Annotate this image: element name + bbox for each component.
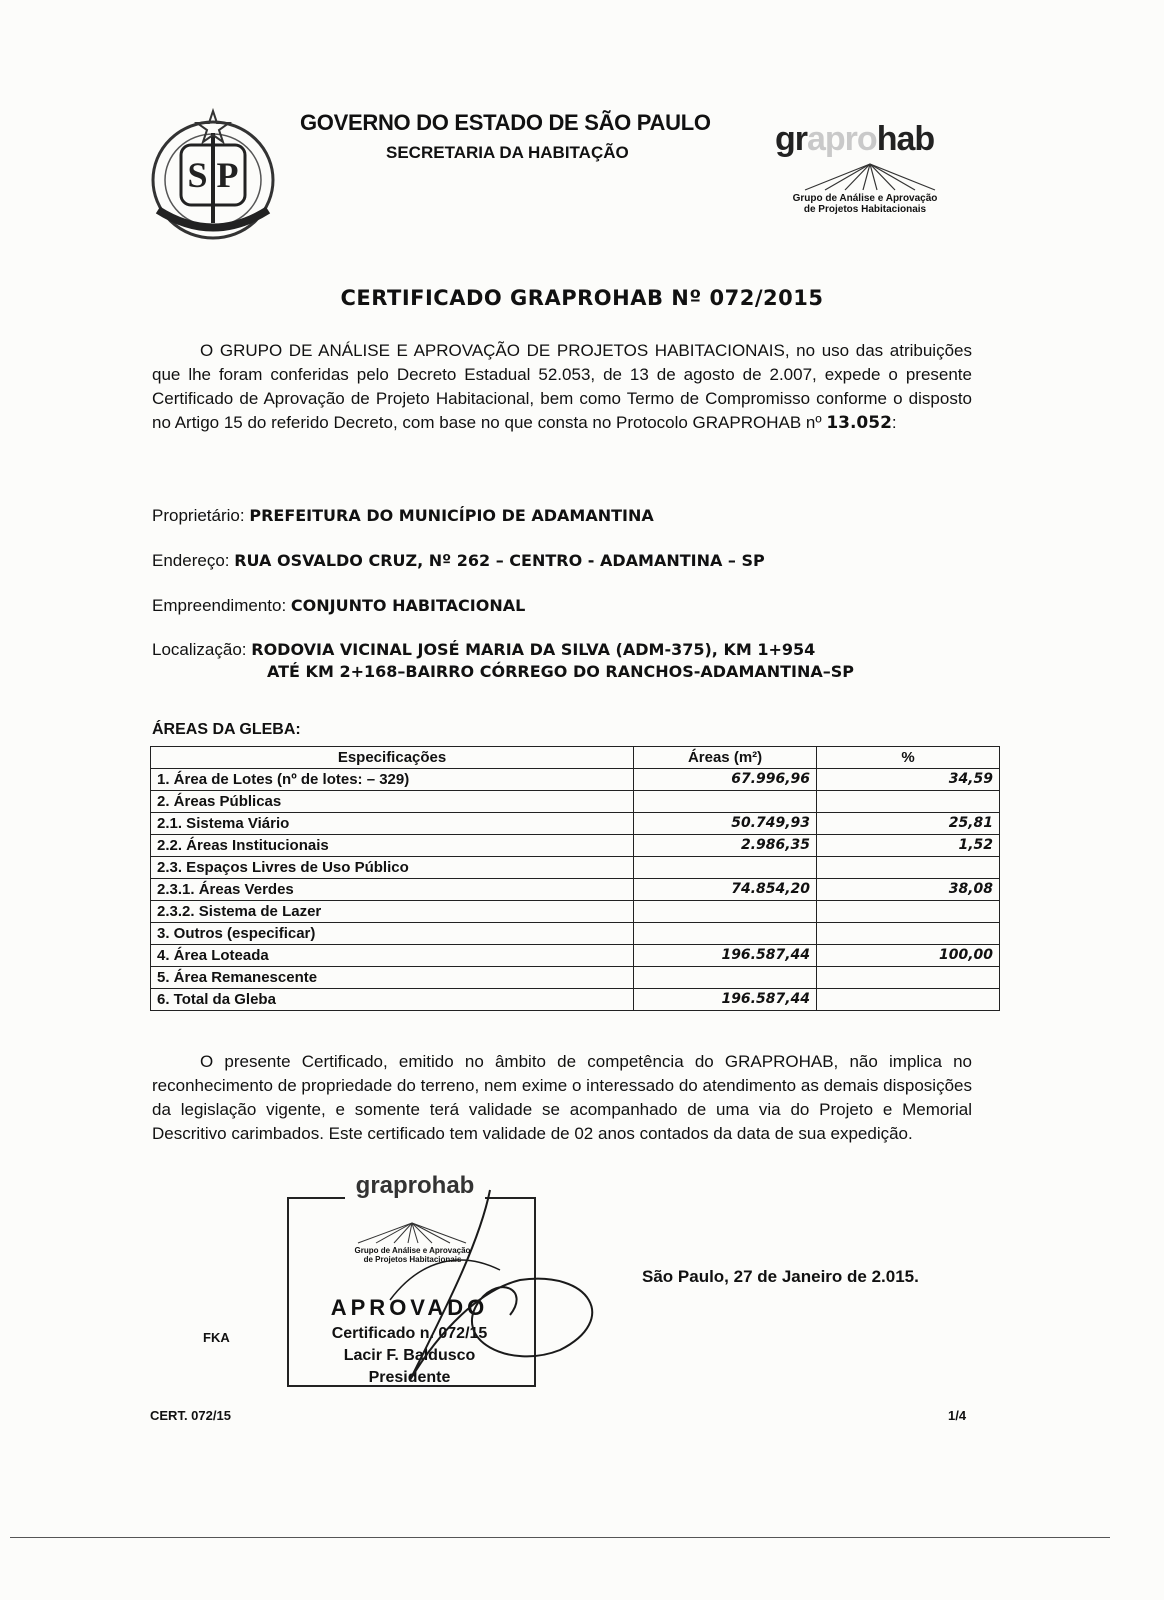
logo-subtitle: Grupo de Análise e Aprovação de Projetos Habitacionais [792,193,938,215]
logo-wordmark: graprohab [775,120,935,158]
stamp-subtitle: Grupo de Análise e Aprovação de Projetos Habitacionais [354,1246,471,1264]
stamp-certificate-number: Certificado n. 072/15 [331,1325,488,1342]
government-title: GOVERNO DO ESTADO DE SÃO PAULO [300,110,711,135]
project-field: Empreendimento: CONJUNTO HABITACIONAL [152,596,526,615]
seal-letters: S P [187,155,239,195]
closing-paragraph: O presente Certificado, emitido no âmbito de competência do GRAPROHAB, não implica no reconhecimento de propriedade do terreno, nem exime o interessado do atendimento as demais disposições da legislação vigente, e somente terá validade se acompanhado de uma via do Projeto e Memorial Descritivo carimbados. Este certificado tem validade de 02 anos contados da data de sua expedição. [152,1052,972,1143]
table-row: 2.2. Áreas Institucionais 2.986,35 1,52 [151,835,1000,857]
header-areas: Áreas (m²) [634,747,817,769]
protocol-number: 13.052 [826,413,892,433]
bottom-rule [10,1537,1110,1538]
state-seal-icon [143,105,283,245]
table-row: 2.1. Sistema Viário 50.749,93 25,81 [151,813,1000,835]
address-field: Endereço: RUA OSVALDO CRUZ, Nº 262 – CENTRO - ADAMANTINA – SP [152,551,765,570]
table-row: 3. Outros (especificar) [151,923,1000,945]
areas-title: ÁREAS DA GLEBA: [152,721,301,738]
header-percent: % [817,747,1000,769]
handwritten-signature [330,1180,610,1410]
certificate-title: CERTIFICADO GRAPROHAB Nº 072/2015 [340,286,824,310]
stamp-logo: graprohab [345,1172,485,1200]
graprohab-logo [775,120,955,215]
areas-table [150,746,1000,1011]
table-row: 2.3.1. Áreas Verdes 74.854,20 38,08 [151,879,1000,901]
intro-paragraph: O GRUPO DE ANÁLISE E APROVAÇÃO DE PROJETOS HABITACIONAIS, no uso das atribuições que lhe foram conferidas pelo Decreto Estadual 52.053, de 13 de agosto de 2.007, expede o presente Certificado de Aprovação de Projeto Habitacional, bem como Termo de Compromisso conforme o disposto no Artigo 15 do referido Decreto, com base no que consta no Protocolo GRAPROHAB nº 13.052: [152,341,972,433]
page-number: 1/4 [948,1408,967,1423]
secretariat-title: SECRETARIA DA HABITAÇÃO [386,143,629,162]
table-row: 2.3. Espaços Livres de Uso Público [151,857,1000,879]
table-row: 6. Total da Gleba 196.587,44 [151,989,1000,1011]
location-field: Localização: RODOVIA VICINAL JOSÉ MARIA DA SILVA (ADM-375), KM 1+954 ATÉ KM 2+168–BAIRRO CÓRREGO DO RANCHOS-ADAMANTINA–SP [152,640,855,681]
table-row: 4. Área Loteada 196.587,44 100,00 [151,945,1000,967]
owner-field: Proprietário: PREFEITURA DO MUNICÍPIO DE ADAMANTINA [152,506,654,525]
table-row: 2.3.2. Sistema de Lazer [151,901,1000,923]
table-row: 1. Área de Lotes (nº de lotes: – 329) 67.996,96 34,59 [151,769,1000,791]
stamp-signer-name: Lacir F. Baldusco [343,1347,476,1364]
stamp-signer-role: Presidente [368,1369,451,1386]
table-header-row [151,747,1000,769]
logo-rays-icon [795,162,945,192]
initials: FKA [203,1330,230,1345]
table-row: 5. Área Remanescente [151,967,1000,989]
certificate-reference: CERT. 072/15 [150,1408,231,1423]
table-row: 2. Áreas Públicas [151,791,1000,813]
issue-date: São Paulo, 27 de Janeiro de 2.015. [642,1267,919,1286]
stamp-approved-text: APROVADO [330,1295,489,1320]
header-specifications: Especificações [151,747,634,769]
